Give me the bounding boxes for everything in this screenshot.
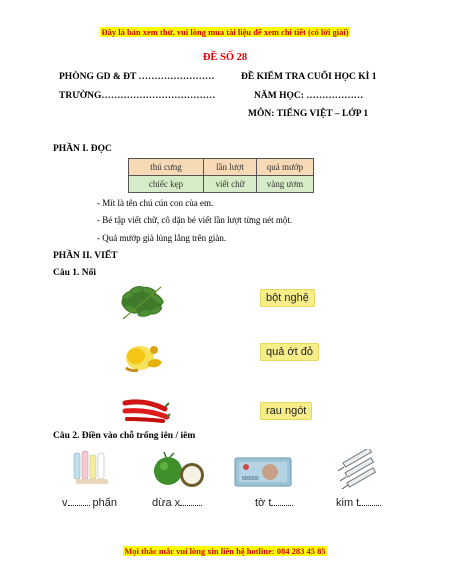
fill-item[interactable]: kim t — [336, 497, 381, 509]
fill-item[interactable]: dừa x — [152, 497, 202, 509]
blank-field[interactable] — [68, 497, 90, 506]
hotline-notice: Mọi thắc mắc vui lòng xin liên hệ hotline: 084 283 45 85 — [124, 546, 326, 556]
part2-heading: PHẦN II. VIẾT — [53, 251, 118, 261]
reading-sentence: - Quả mướp già lủng lẳng trên giàn. — [97, 233, 227, 243]
reading-sentence: - Bé tập viết chữ, cô dặn bé viết lần lượt từng nét một. — [97, 215, 293, 225]
word-chip-turmeric[interactable]: bột nghệ — [260, 289, 315, 307]
blank-field[interactable] — [271, 497, 293, 506]
chili-pepper-icon — [121, 395, 171, 425]
herb-leaves-icon — [117, 281, 167, 323]
fill-item[interactable]: v phấn — [62, 497, 118, 509]
subject-line: MÔN: TIẾNG VIỆT – LỚP 1 — [248, 109, 369, 119]
school-year: NĂM HỌC: ……………… — [254, 91, 364, 101]
syringe-icon — [334, 449, 382, 489]
table-cell: viết chữ — [204, 176, 257, 193]
table-row — [129, 159, 314, 176]
table-cell: lần lượt — [204, 159, 257, 176]
word-chip-greens[interactable]: rau ngót — [260, 402, 312, 420]
table-cell: chiếc kẹp — [129, 176, 204, 193]
fill-item[interactable]: tờ t — [255, 497, 293, 509]
exam-title: ĐỀ SỐ 28 — [202, 52, 248, 63]
table-cell: quả mướp — [257, 159, 314, 176]
chalk-icon — [70, 449, 118, 487]
reading-sentence: - Mít là tên chú cún con của em. — [97, 198, 214, 208]
blank-field[interactable] — [359, 497, 381, 506]
blank-field[interactable] — [180, 497, 202, 506]
banknote-value: 500000 — [242, 476, 259, 482]
word-chip-chili[interactable]: quả ớt đỏ — [260, 343, 319, 361]
coconut-icon — [150, 451, 210, 489]
table-cell: thú cưng — [129, 159, 204, 176]
banknote-icon — [234, 455, 292, 489]
part1-heading: PHẦN I. ĐỌC — [53, 144, 112, 154]
exam-name: ĐỀ KIỂM TRA CUỐI HỌC KÌ 1 — [241, 72, 377, 82]
table-cell: vàng ươm — [257, 176, 314, 193]
question2-label: Câu 2. Điền vào chỗ trống iên / iêm — [53, 431, 196, 441]
school-line: TRƯỜNG……………………………… — [59, 91, 216, 101]
question1-label: Câu 1. Nối — [53, 268, 97, 278]
department-line: PHÒNG GD & ĐT …………………… — [59, 72, 215, 82]
vocab-table — [128, 158, 314, 193]
table-row — [129, 176, 314, 193]
preview-notice: Đây là bản xem thử, vui lòng mua tài liệu để xem chi tiết (có lời giải) — [101, 27, 349, 37]
turmeric-icon — [120, 338, 168, 378]
